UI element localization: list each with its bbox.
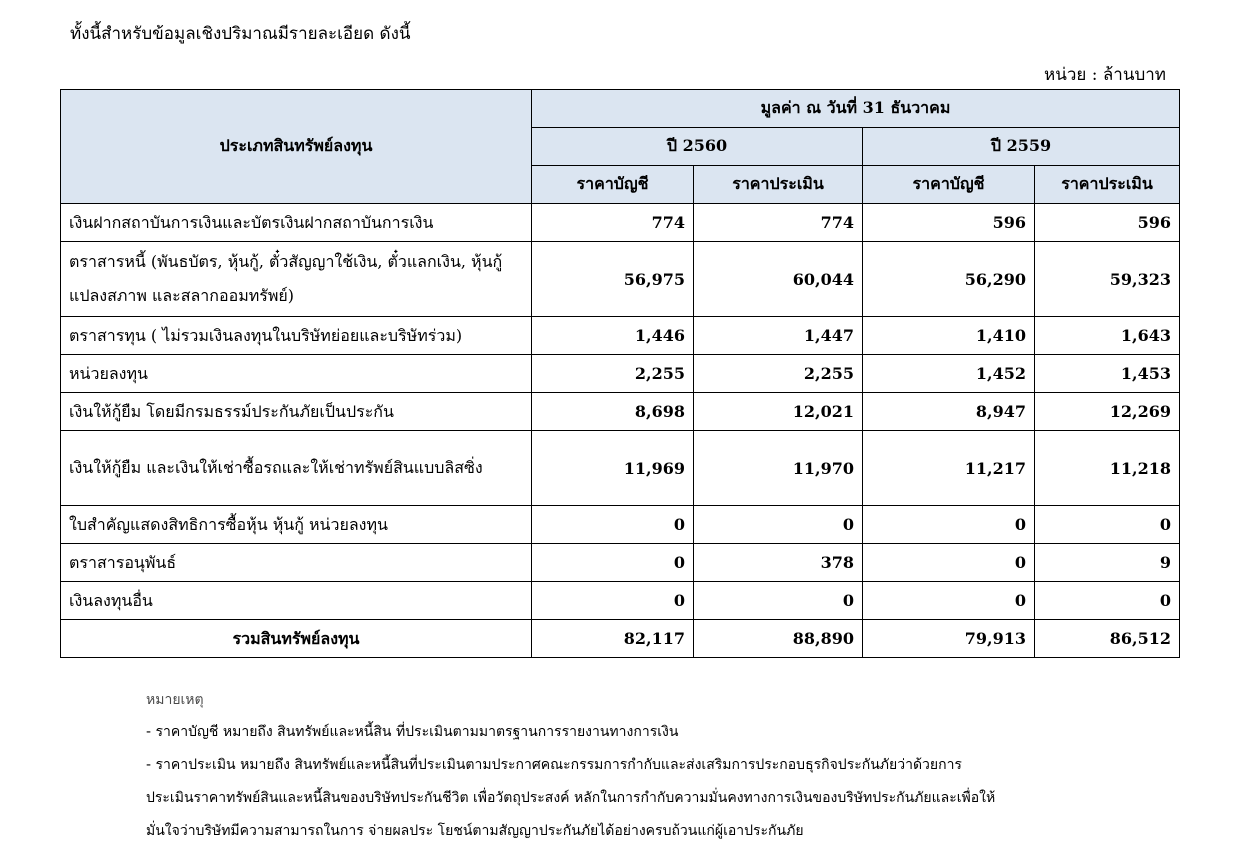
note-item: - ราคาบัญชี หมายถึง สินทรัพย์และหนี้สิน ที่ประเมินตามมาตรฐานการรายงานทางการเงิน	[146, 724, 679, 740]
note-item: มั่นใจว่าบริษัทมีความสามารถในการ จ่ายผลประ โยชน์ตามสัญญาประกันภัยได้อย่างครบถ้วนแก่ผู้เอาประกันภัย	[146, 823, 804, 839]
header-appraised-value-2559: ราคาประเมิน	[1035, 166, 1180, 204]
header-book-value-2560: ราคาบัญชี	[532, 166, 694, 204]
total-value: 88,890	[694, 620, 863, 658]
cell-value: 1,446	[532, 317, 694, 355]
cell-value: 56,290	[863, 242, 1035, 317]
cell-value: 2,255	[532, 355, 694, 393]
row-label: เงินลงทุนอื่น	[61, 582, 532, 620]
table-row	[61, 355, 1180, 393]
cell-value: 1,447	[694, 317, 863, 355]
cell-value: 1,453	[1035, 355, 1180, 393]
row-label: ใบสำคัญแสดงสิทธิการซื้อหุ้น หุ้นกู้ หน่วยลงทุน	[61, 506, 532, 544]
table-row	[61, 431, 1180, 506]
note-item: - ราคาประเมิน หมายถึง สินทรัพย์และหนี้สินที่ประเมินตามประกาศคณะกรรมการกำกับและส่งเสริมการประกอบธุรกิจประกันภัยว่าด้วยการ	[146, 757, 962, 773]
total-value: 82,117	[532, 620, 694, 658]
table-row	[61, 242, 1180, 317]
row-label: เงินฝากสถาบันการเงินและบัตรเงินฝากสถาบันการเงิน	[61, 204, 532, 242]
investment-table	[60, 89, 1180, 658]
cell-value: 596	[863, 204, 1035, 242]
cell-value: 9	[1035, 544, 1180, 582]
cell-value: 60,044	[694, 242, 863, 317]
table-row	[61, 317, 1180, 355]
cell-value: 1,643	[1035, 317, 1180, 355]
total-row	[61, 620, 1180, 658]
cell-value: 8,947	[863, 393, 1035, 431]
row-label: หน่วยลงทุน	[61, 355, 532, 393]
row-label: ตราสารอนุพันธ์	[61, 544, 532, 582]
cell-value: 0	[532, 544, 694, 582]
row-label: เงินให้กู้ยืม โดยมีกรมธรรม์ประกันภัยเป็นประกัน	[61, 393, 532, 431]
cell-value: 59,323	[1035, 242, 1180, 317]
cell-value: 0	[532, 582, 694, 620]
cell-value: 0	[694, 582, 863, 620]
total-label: รวมสินทรัพย์ลงทุน	[61, 620, 532, 658]
cell-value: 596	[1035, 204, 1180, 242]
cell-value: 0	[863, 506, 1035, 544]
cell-value: 0	[694, 506, 863, 544]
header-appraised-value-2560: ราคาประเมิน	[694, 166, 863, 204]
cell-value: 0	[1035, 582, 1180, 620]
notes-section	[146, 688, 995, 848]
table-row	[61, 204, 1180, 242]
cell-value: 378	[694, 544, 863, 582]
header-book-value-2559: ราคาบัญชี	[863, 166, 1035, 204]
table-row	[61, 393, 1180, 431]
cell-value: 11,218	[1035, 431, 1180, 506]
note-item: ประเมินราคาทรัพย์สินและหนี้สินของบริษัทประกันชีวิต เพื่อวัตถุประสงค์ หลักในการกำกับความมั่นคงทางการเงินของบริษัทประกันภัยและเพื่อให้	[146, 790, 996, 806]
row-label: เงินให้กู้ยืม และเงินให้เช่าซื้อรถและให้เช่าทรัพย์สินแบบลิสซิ่ง	[61, 431, 532, 506]
cell-value: 2,255	[694, 355, 863, 393]
header-year-2559: ปี 2559	[863, 128, 1180, 166]
header-year-2560: ปี 2560	[532, 128, 863, 166]
cell-value: 1,452	[863, 355, 1035, 393]
cell-value: 0	[863, 544, 1035, 582]
unit-label: หน่วย : ล้านบาท	[1044, 65, 1166, 85]
row-label: ตราสารทุน ( ไม่รวมเงินลงทุนในบริษัทย่อยและบริษัทร่วม)	[61, 317, 532, 355]
table-row	[61, 506, 1180, 544]
cell-value: 11,217	[863, 431, 1035, 506]
cell-value: 0	[863, 582, 1035, 620]
header-value-as-of: มูลค่า ณ วันที่ 31 ธันวาคม	[532, 90, 1180, 128]
notes-heading: หมายเหตุ	[146, 692, 204, 708]
cell-value: 1,410	[863, 317, 1035, 355]
cell-value: 774	[694, 204, 863, 242]
cell-value: 11,969	[532, 431, 694, 506]
cell-value: 12,021	[694, 393, 863, 431]
cell-value: 12,269	[1035, 393, 1180, 431]
cell-value: 11,970	[694, 431, 863, 506]
cell-value: 774	[532, 204, 694, 242]
table-row	[61, 582, 1180, 620]
row-label: ตราสารหนี้ (พันธบัตร, หุ้นกู้, ตั๋วสัญญาใช้เงิน, ตั๋วแลกเงิน, หุ้นกู้แปลงสภาพ และสลากออมทรัพย์)	[61, 242, 532, 317]
cell-value: 56,975	[532, 242, 694, 317]
intro-text: ทั้งนี้สำหรับข้อมูลเชิงปริมาณมีรายละเอียด ดังนี้	[70, 24, 411, 44]
cell-value: 0	[1035, 506, 1180, 544]
cell-value: 0	[532, 506, 694, 544]
cell-value: 8,698	[532, 393, 694, 431]
total-value: 86,512	[1035, 620, 1180, 658]
header-asset-type: ประเภทสินทรัพย์ลงทุน	[61, 90, 532, 204]
table-row	[61, 544, 1180, 582]
total-value: 79,913	[863, 620, 1035, 658]
